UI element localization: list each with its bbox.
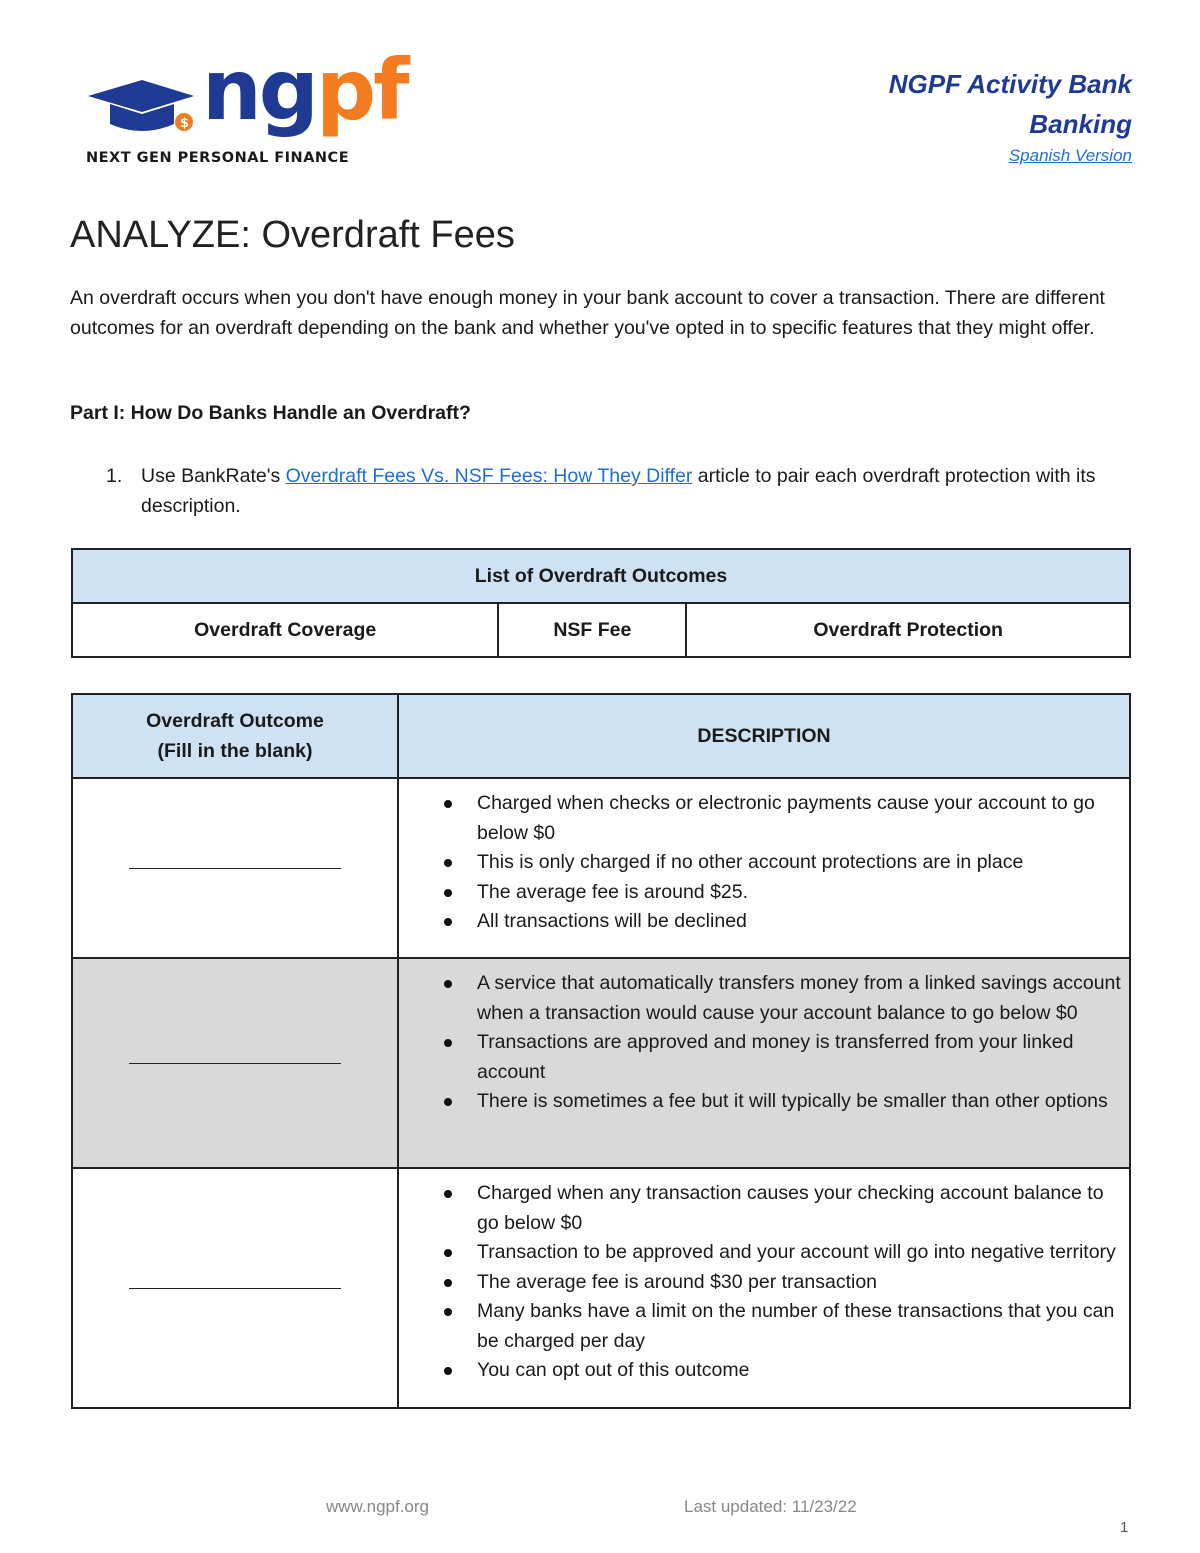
answer-cell xyxy=(72,958,398,1168)
graduation-cap-icon xyxy=(84,76,196,140)
bullet-icon xyxy=(444,1098,452,1106)
bullet-icon xyxy=(444,1308,452,1316)
ngpf-logo xyxy=(84,41,407,172)
list-item: The average fee is around $30 per transaction xyxy=(439,1268,1121,1298)
list-item: Charged when checks or electronic payments cause your account to go below $0 xyxy=(439,789,1121,848)
part-heading: Part I: How Do Banks Handle an Overdraft? xyxy=(70,402,471,424)
list-item: Transactions are approved and money is transferred from your linked account xyxy=(439,1028,1121,1087)
list-item: Charged when any transaction causes your checking account balance to go below $0 xyxy=(439,1179,1121,1238)
bullet-icon xyxy=(444,1039,452,1047)
bullet-icon xyxy=(444,859,452,867)
header-subtitle: Banking xyxy=(1029,109,1132,139)
answer-cell xyxy=(72,778,398,958)
list-item: This is only charged if no other account protections are in place xyxy=(439,848,1121,878)
bullet-icon xyxy=(444,889,452,897)
answer-blank[interactable] xyxy=(129,1063,341,1064)
bullet-icon xyxy=(444,980,452,988)
list-item: Transaction to be approved and your account will go into negative territory xyxy=(439,1238,1121,1268)
question-text-after: article to pair each overdraft protection with its description. xyxy=(141,465,1096,517)
list-item: The average fee is around $25. xyxy=(439,878,1121,908)
spanish-version-link[interactable]: Spanish Version xyxy=(1008,146,1132,165)
answer-cell xyxy=(72,1168,398,1408)
bullet-icon xyxy=(444,1367,452,1375)
header-right xyxy=(889,64,1132,168)
table-row xyxy=(72,958,1130,1168)
page-title: ANALYZE: Overdraft Fees xyxy=(70,214,515,256)
logo-tagline: NEXT GEN PERSONAL FINANCE xyxy=(86,150,350,166)
bankrate-article-link[interactable]: Overdraft Fees Vs. NSF Fees: How They Differ xyxy=(285,465,693,487)
outcomes-table-title: List of Overdraft Outcomes xyxy=(72,549,1130,603)
footer-url[interactable]: www.ngpf.org xyxy=(326,1497,429,1516)
list-item: Many banks have a limit on the number of these transactions that you can be charged per day xyxy=(439,1297,1121,1356)
bullet-icon xyxy=(444,800,452,808)
description-cell xyxy=(398,958,1130,1168)
bullet-icon xyxy=(444,1190,452,1198)
col-header-description: DESCRIPTION xyxy=(398,694,1130,778)
question-text-before: Use BankRate's xyxy=(141,465,286,487)
logo-wordmark: ngpf xyxy=(202,41,407,139)
bullet-icon xyxy=(444,918,452,926)
page-number: 1 xyxy=(1120,1519,1129,1536)
outcomes-table xyxy=(71,548,1131,658)
outcome-item: Overdraft Protection xyxy=(686,603,1130,657)
list-item: There is sometimes a fee but it will typically be smaller than other options xyxy=(439,1087,1121,1117)
header-title: NGPF Activity Bank xyxy=(888,69,1132,99)
description-cell xyxy=(398,778,1130,958)
question-1 xyxy=(70,461,1130,521)
question-number: 1. xyxy=(106,465,123,487)
col-header-outcome: Overdraft Outcome (Fill in the blank) xyxy=(72,694,398,778)
bullet-icon xyxy=(444,1249,452,1257)
answer-blank[interactable] xyxy=(129,1288,341,1289)
footer-last-updated: Last updated: 11/23/22 xyxy=(684,1497,857,1516)
list-item: All transactions will be declined xyxy=(439,907,1121,937)
table-row xyxy=(72,1168,1130,1408)
description-cell xyxy=(398,1168,1130,1408)
outcome-item: Overdraft Coverage xyxy=(72,603,498,657)
outcome-item: NSF Fee xyxy=(498,603,686,657)
table-row xyxy=(72,778,1130,958)
matching-table xyxy=(71,693,1131,1409)
bullet-icon xyxy=(444,1279,452,1287)
answer-blank[interactable] xyxy=(129,868,341,869)
svg-text:$: $ xyxy=(180,116,190,131)
list-item: A service that automatically transfers money from a linked savings account when a transaction would cause your account balance to go below $0 xyxy=(439,969,1121,1028)
list-item: You can opt out of this outcome xyxy=(439,1356,1121,1386)
intro-paragraph: An overdraft occurs when you don't have enough money in your bank account to cover a transaction. There are different outcomes for an overdraft depending on the bank and whether you've opted in to specific features that they might offer. xyxy=(70,287,1105,339)
